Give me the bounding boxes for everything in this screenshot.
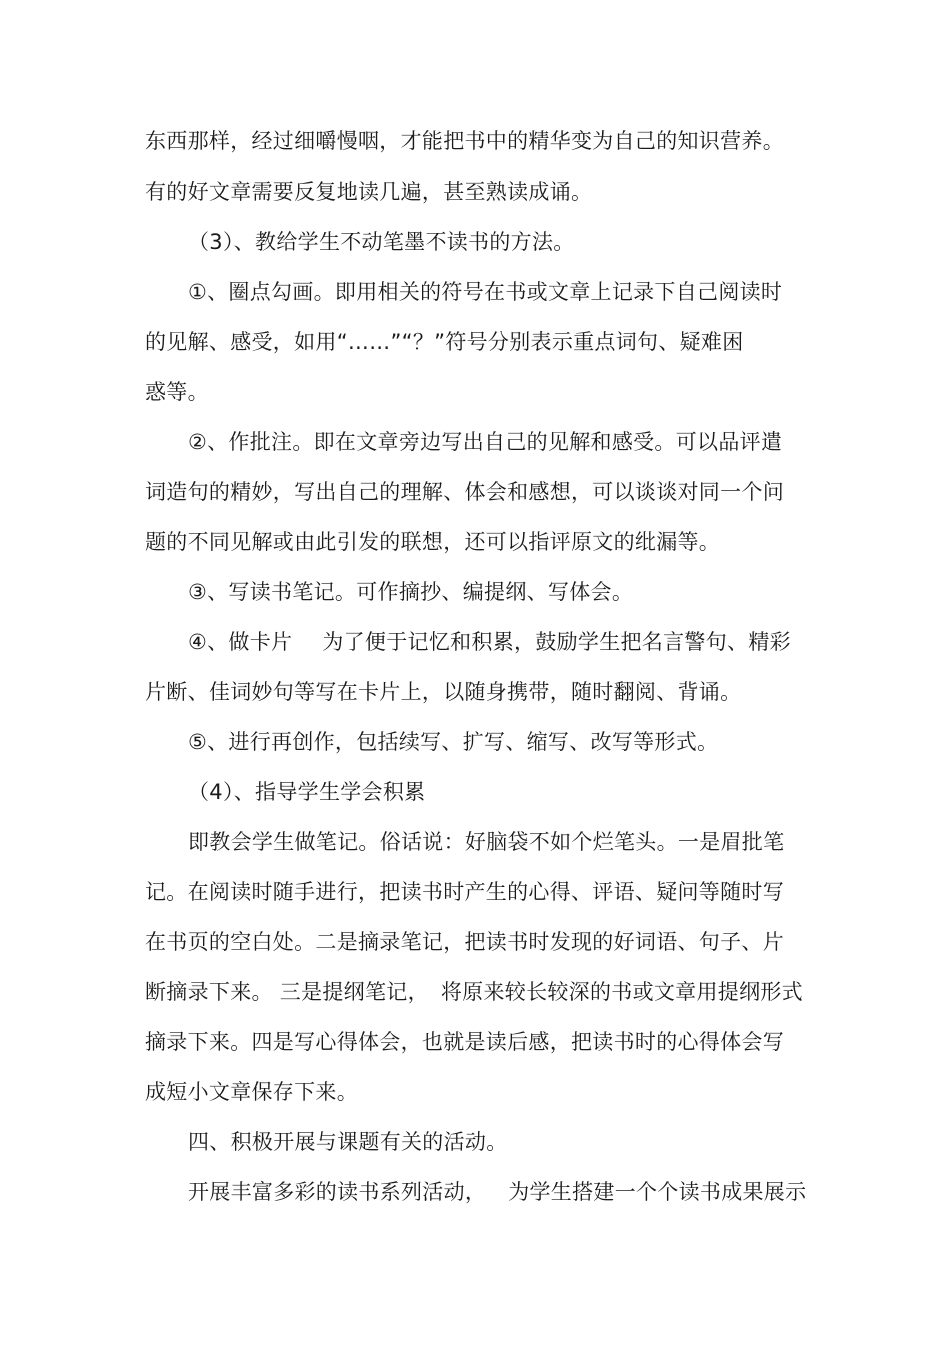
text-line: 记。在阅读时随手进行，把读书时产生的心得、评语、疑问等随时写	[145, 880, 784, 904]
text-line: 摘录下来。四是写心得体会，也就是读后感，把读书时的心得体会写	[145, 1030, 784, 1054]
text-line: 东西那样，经过细嚼慢咽，才能把书中的精华变为自己的知识营养。	[145, 129, 784, 153]
text-line: 片断、佳词妙句等写在卡片上，以随身携带，随时翻阅、背诵。	[145, 680, 742, 704]
text-line	[145, 979, 803, 1005]
text-line: ⑤、进行再创作，包括续写、扩写、缩写、改写等形式。	[188, 730, 719, 754]
text-segment: 断摘录下来。 三是提纲笔记，	[145, 980, 429, 1004]
text-line: 惑等。	[145, 380, 209, 404]
text-line: 词造句的精妙，写出自己的理解、体会和感想，可以谈谈对同一个问	[145, 480, 784, 504]
section-heading: （4）、指导学生学会积累	[188, 780, 426, 804]
text-segment: ④、做卡片	[188, 630, 293, 654]
text-line: 的见解、感受，如用“……”“？”符号分别表示重点词句、疑难困	[145, 330, 744, 354]
text-line: 有的好文章需要反复地读几遍，甚至熟读成诵。	[145, 180, 593, 204]
text-line	[188, 1179, 806, 1205]
text-segment: 开展丰富多彩的读书系列活动，	[188, 1180, 487, 1204]
text-line: 成短小文章保存下来。	[145, 1080, 358, 1104]
text-line: 在书页的空白处。二是摘录笔记，把读书时发现的好词语、句子、片	[145, 930, 784, 954]
text-line: ①、圈点勾画。即用相关的符号在书或文章上记录下自己阅读时	[188, 280, 783, 304]
text-segment: 为了便于记忆和积累，鼓励学生把名言警句、精彩	[322, 630, 791, 654]
text-line: ②、作批注。即在文章旁边写出自己的见解和感受。可以品评遣	[188, 430, 783, 454]
text-line: ③、写读书笔记。可作摘抄、编提纲、写体会。	[188, 580, 634, 604]
text-segment: 为学生搭建一个个读书成果展示	[508, 1180, 807, 1204]
text-line	[188, 629, 791, 655]
text-segment: 将原来较长较深的书或文章用提纲形式	[440, 980, 803, 1004]
text-line: 题的不同见解或由此引发的联想，还可以指评原文的纰漏等。	[145, 530, 721, 554]
text-line: 即教会学生做笔记。俗话说：好脑袋不如个烂笔头。一是眉批笔	[188, 830, 785, 854]
section-heading: （3）、教给学生不动笔墨不读书的方法。	[188, 230, 575, 254]
section-heading: 四、积极开展与课题有关的活动。	[188, 1130, 508, 1154]
